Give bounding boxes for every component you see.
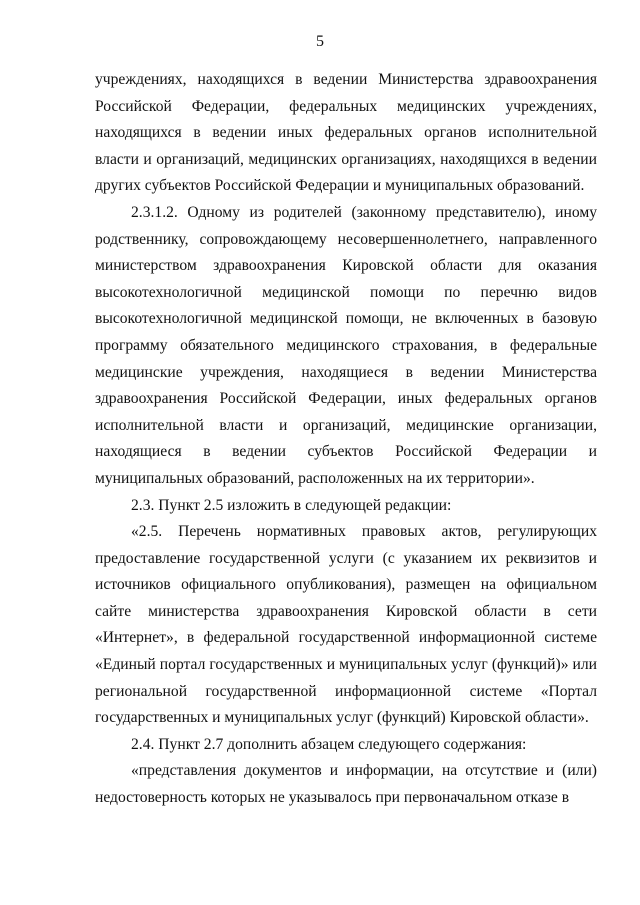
paragraph-2-4: 2.4. Пункт 2.7 дополнить абзацем следующего содержания: — [131, 735, 527, 753]
paragraph-2-7-addition: «представления документов и информации, на отсутствие и (или) недостоверность которых не указывалось при первоначальном отказе в — [95, 762, 597, 807]
paragraph-2-5-text: «2.5. Перечень нормативных правовых актов, регулирующих предоставление государственной услуги (с указанием их реквизитов и источников официального опубликования), размещен на официальном сайте министерства здравоохранения Кировской области в сети «Интернет», в федеральной государственной информационной системе «Единый портал государственных и муниципальных услуг (функций)» или региональной государственной информационной системе «Портал государственных и муниципальных услуг (функций) Кировской области». — [95, 523, 597, 727]
paragraph-continuation: учреждениях, находящихся в ведении Министерства здравоохранения Российской Федерации, федеральных медицинских учреждениях, находящихся в ведении иных федеральных органов исполнительной власти и организаций, медицинских организациях, находящихся в ведении других субъектов Российской Федерации и муниципальных образований. — [95, 71, 597, 195]
document-body — [95, 67, 597, 812]
page-number: 5 — [316, 33, 324, 50]
paragraph-2-3-1-2: 2.3.1.2. Одному из родителей (законному представителю), иному родственнику, сопровождающему несовершеннолетнего, направленного министерством здравоохранения Кировской области для оказания высокотехнологичной медицинской помощи по перечню видов высокотехнологичной медицинской помощи, не включенных в базовую программу обязательного медицинского страхования, в федеральные медицинские учреждения, находящиеся в ведении Министерства здравоохранения Российской Федерации, иных федеральных органов исполнительной власти и организаций, медицинские организации, находящиеся в ведении субъектов Российской Федерации и муниципальных образований, расположенных на их территории». — [95, 203, 597, 487]
paragraph-2-3: 2.3. Пункт 2.5 изложить в следующей редакции: — [131, 496, 452, 514]
